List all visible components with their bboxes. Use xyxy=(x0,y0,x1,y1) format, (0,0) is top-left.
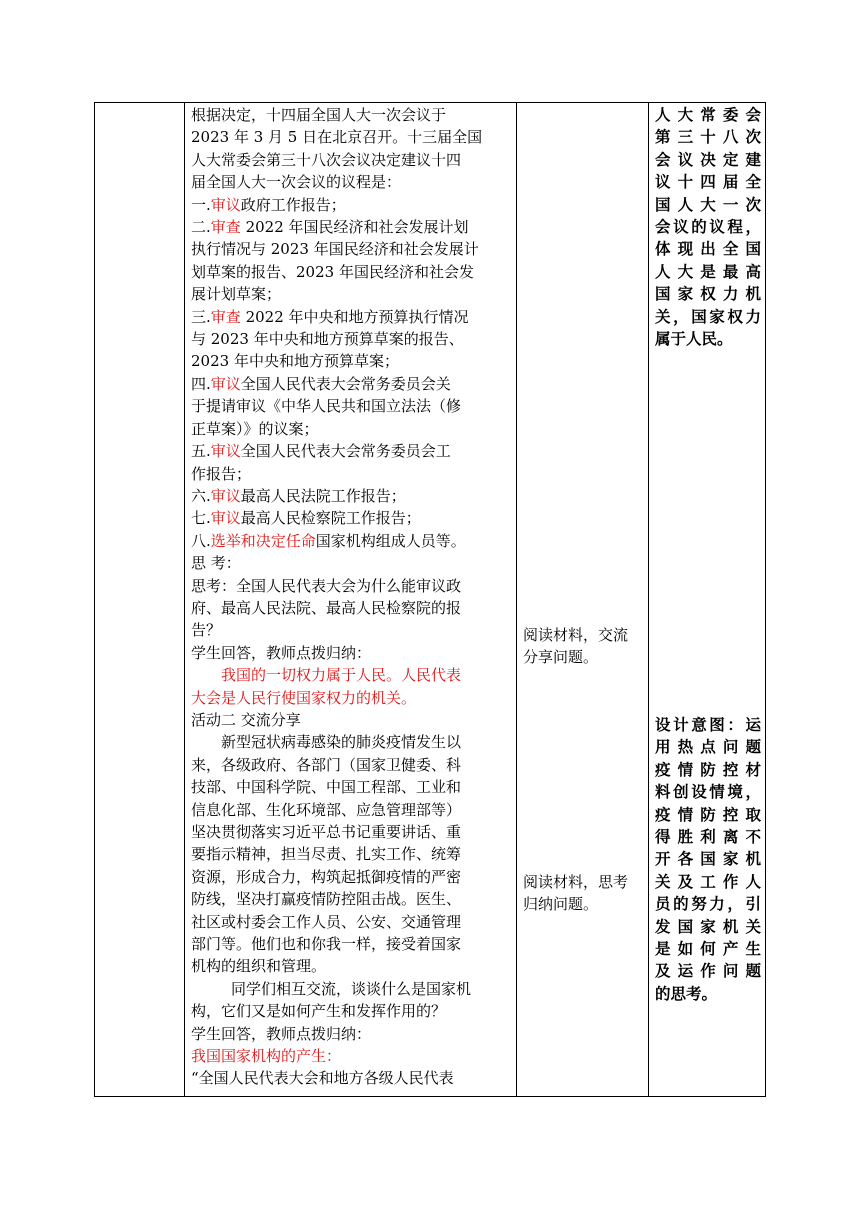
item-text: 最高人民检察院工作报告； xyxy=(240,509,421,528)
text-line: 部门等。他们也和你我一样，接受着国家 xyxy=(191,935,462,954)
item-text: 划草案的报告、2023 年国民经济和社会发 xyxy=(191,262,474,281)
text-line: 人大是最高 xyxy=(655,261,761,281)
text-line: 根据决定，十四届全国人大一次会议于 xyxy=(191,106,447,124)
column-divider-3 xyxy=(648,103,649,1096)
item-verb: 审议 xyxy=(210,374,241,393)
item-number: 七. xyxy=(191,509,211,528)
quote-line: “全国人民代表大会和地方各级人民代表 xyxy=(191,1069,454,1088)
answer-label: 学生回答，教师点拨归纳： xyxy=(191,1024,372,1043)
teaching-process-cell xyxy=(191,104,509,1090)
item-number: 五. xyxy=(191,442,211,461)
item-text: 与 2023 年中央和地方预算草案的报告、 xyxy=(191,330,464,349)
agenda-item-5 xyxy=(191,440,509,485)
text-line: 关及工作人 xyxy=(655,871,761,891)
text-line: 议十四届全 xyxy=(655,172,761,192)
text-line: 设计意图：运 xyxy=(655,715,761,734)
agenda-item-4 xyxy=(191,373,509,440)
text-line: 的思考。 xyxy=(655,983,718,1003)
text-line: 我国的一切权力属于人民。人民代表 xyxy=(221,666,462,685)
item-number: 八. xyxy=(191,531,211,550)
item-text: 作报告； xyxy=(191,464,252,483)
text-line: 发国家机关 xyxy=(655,916,761,936)
text-line: 信息化部、生化环境部、应急管理部等） xyxy=(191,800,462,819)
item-text: 执行情况与 2023 年国民经济和社会发展计 xyxy=(191,240,479,259)
lesson-table xyxy=(94,102,766,1097)
item-verb: 选举和决定任命 xyxy=(210,531,316,550)
text-line: 第三十八次 xyxy=(655,127,761,147)
material-text xyxy=(191,731,509,977)
text-line: 疫情防控取 xyxy=(655,804,761,824)
text-line: 分享问题。 xyxy=(523,648,599,667)
item-number: 二. xyxy=(191,218,211,237)
text-line: 员的努力，引 xyxy=(655,894,761,914)
text-line: 用热点问题 xyxy=(655,737,761,757)
agenda-item-7 xyxy=(191,507,509,529)
agenda-item-2 xyxy=(191,216,509,306)
text-line: 新型冠状病毒感染的肺炎疫情发生以 xyxy=(221,733,462,752)
item-text: 2023 年中央和地方预算草案； xyxy=(191,352,399,371)
column-divider-2 xyxy=(516,103,517,1096)
item-verb: 审议 xyxy=(210,509,241,528)
student-activity-2 xyxy=(523,871,645,916)
text-line: 料创设情境， xyxy=(655,782,761,802)
text-line: 是如何产生 xyxy=(655,939,761,959)
text-line: 阅读材料，思考 xyxy=(523,873,629,891)
text-line: 思考：全国人民代表大会为什么能审议政 xyxy=(191,576,462,595)
text-line: 国家权力机 xyxy=(655,284,761,304)
design-note-1 xyxy=(655,104,761,350)
column-divider-1 xyxy=(184,103,185,1096)
text-line: 体现出全国 xyxy=(655,239,761,259)
item-text: 展计划草案； xyxy=(191,285,282,304)
agenda-item-1 xyxy=(191,194,509,216)
answer-label: 学生回答，教师点拨归纳： xyxy=(191,643,372,662)
intro-text xyxy=(191,104,509,194)
text-line: 关，国家权力 xyxy=(655,306,761,326)
text-line: 府、最高人民法院、最高人民检察院的报 xyxy=(191,598,462,617)
text-line: 坚决贯彻落实习近平总书记重要讲话、重 xyxy=(191,823,462,841)
text-line: 来，各级政府、各部门（国家卫健委、科 xyxy=(191,755,462,774)
text-line: 要指示精神，担当尽责、扎实工作、统筹 xyxy=(191,845,462,864)
discussion-prompt xyxy=(191,978,509,1023)
item-text: 正草案）》的议案； xyxy=(191,419,319,438)
item-text: 政府工作报告； xyxy=(240,195,346,214)
item-text: 2022 年中央和地方预算执行情况 xyxy=(240,307,469,326)
text-line: 阅读材料，交流 xyxy=(523,626,629,644)
text-line: 资源，形成合力，构筑起抵御疫情的严密 xyxy=(191,867,462,886)
text-line: 届全国人大一次会议的议程是： xyxy=(191,173,402,192)
text-line: 开各国家机 xyxy=(655,849,761,869)
item-verb: 审议 xyxy=(210,442,241,461)
design-note-2 xyxy=(655,714,761,1005)
text-line: 归纳问题。 xyxy=(523,895,599,914)
item-text: 全国人民代表大会常务委员会关 xyxy=(240,374,451,393)
origin-title: 我国国家机构的产生： xyxy=(191,1047,342,1066)
text-line: 会议的议程， xyxy=(655,217,761,237)
student-activity-1 xyxy=(523,624,645,669)
text-line: 社区或村委会工作人员、公安、交通管理 xyxy=(191,912,462,931)
item-text: 于提请审议《中华人民共和国立法法（修 xyxy=(191,397,462,416)
text-line: 技部、中国科学院、中国工程部、工业和 xyxy=(191,778,462,797)
text-line: 会议决定建 xyxy=(655,149,761,169)
item-verb: 审查 xyxy=(210,218,241,237)
text-line: 构，它们又是如何产生和发挥作用的？ xyxy=(191,1002,447,1021)
item-verb: 审查 xyxy=(210,307,241,326)
agenda-item-6 xyxy=(191,485,509,507)
item-number: 三. xyxy=(191,307,211,326)
text-line: 机构的组织和管理。 xyxy=(191,957,327,976)
item-verb: 审议 xyxy=(210,195,241,214)
item-text: 最高人民法院工作报告； xyxy=(240,486,406,505)
agenda-item-3 xyxy=(191,306,509,373)
activity-heading: 活动二 交流分享 xyxy=(191,710,301,729)
text-line: 2023 年 3 月 5 日在北京召开。十三届全国 xyxy=(191,128,483,147)
think-label: 思 考： xyxy=(191,554,241,573)
item-number: 六. xyxy=(191,486,211,505)
text-line: 属于人民。 xyxy=(655,329,733,349)
item-text: 国家机构组成人员等。 xyxy=(315,531,466,550)
text-line: 国人大一次 xyxy=(655,194,761,214)
text-line: 防线，坚决打赢疫情防控阻击战。医生、 xyxy=(191,890,462,909)
text-line: 大会是人民行使国家权力的机关。 xyxy=(191,688,417,707)
text-line: 人大常委会第三十八次会议决定建议十四 xyxy=(191,150,462,169)
item-number: 四. xyxy=(191,374,211,393)
agenda-item-8 xyxy=(191,530,509,552)
text-line: 疫情防控材 xyxy=(655,759,761,779)
text-line: 及运作问题 xyxy=(655,961,761,981)
item-text: 2022 年国民经济和社会发展计划 xyxy=(240,218,469,237)
text-line: 得胜利离不 xyxy=(655,827,761,847)
conclusion-text xyxy=(191,664,509,709)
think-question xyxy=(191,575,509,642)
item-verb: 审议 xyxy=(210,486,241,505)
text-line: 同学们相互交流，谈谈什么是国家机 xyxy=(231,979,472,998)
text-line: 人大常委会 xyxy=(655,105,761,124)
item-text: 全国人民代表大会常务委员会工 xyxy=(240,442,451,461)
text-line: 告？ xyxy=(191,621,222,640)
item-number: 一. xyxy=(191,195,211,214)
